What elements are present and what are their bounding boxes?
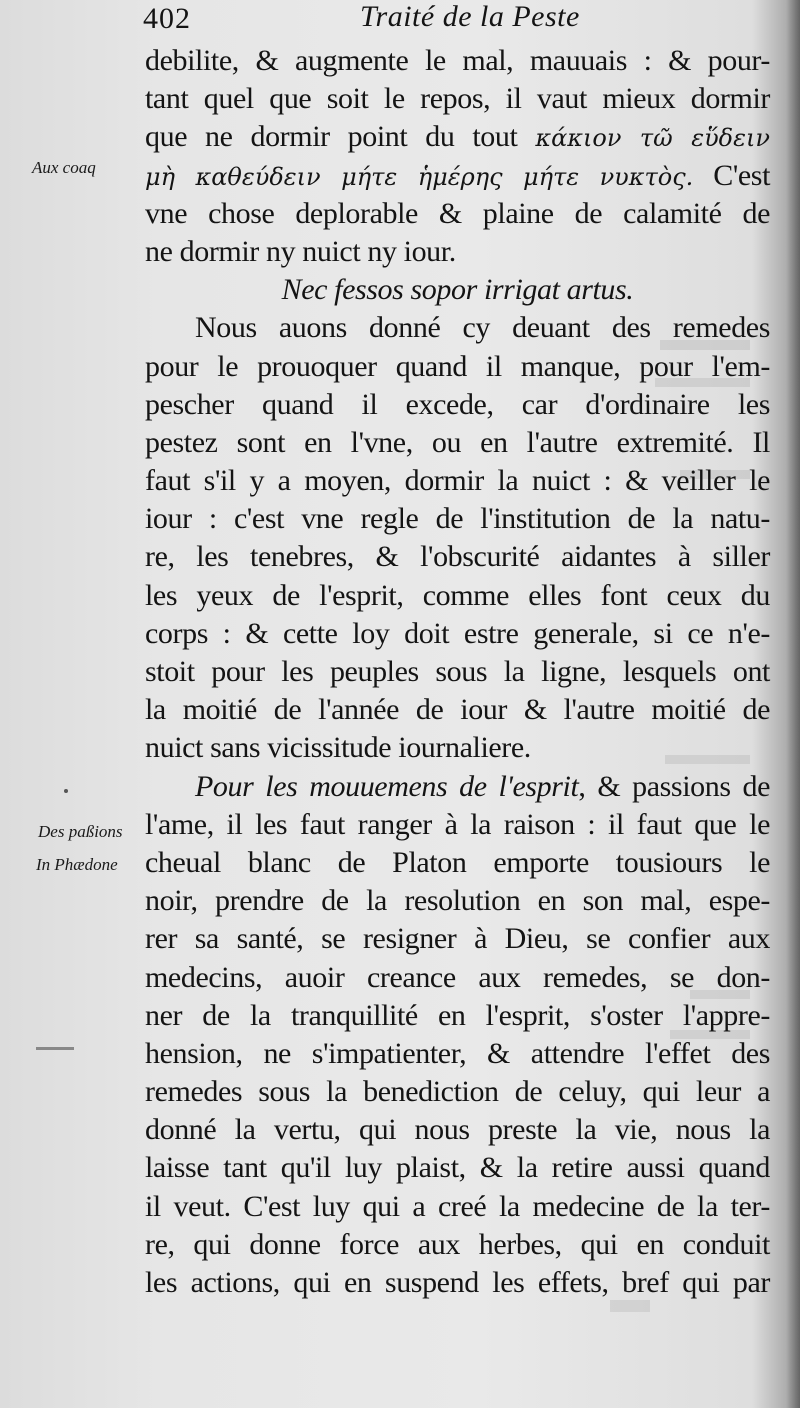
text-line: re, les tenebres, & l'obscurité aidantes à siller bbox=[145, 540, 770, 574]
text-line: remedes sous la benediction de celuy, qui leur a bbox=[145, 1075, 770, 1109]
text-line: pestez sont en l'vne, ou en l'autre extremité. Il bbox=[145, 425, 770, 459]
page-edge-shadow bbox=[786, 0, 800, 1408]
text-line: hension, ne s'impatienter, & attendre l'effet des bbox=[145, 1036, 770, 1070]
running-title: Traité de la Peste bbox=[360, 0, 580, 33]
text-line: ner de la tranquillité en l'esprit, s'oster l'appre- bbox=[145, 998, 770, 1032]
text-line: noir, prendre de la resolution en son mal, espe- bbox=[145, 884, 770, 918]
latin-quotation: Nec fessos sopor irrigat artus. bbox=[281, 273, 634, 307]
text-line: les yeux de l'esprit, comme elles font ceux du bbox=[145, 578, 770, 612]
greek-quote: κάκιον τῶ εὕδειν bbox=[535, 124, 770, 153]
text-line: rer sa santé, se resigner à Dieu, se confier aux bbox=[145, 922, 770, 956]
text-line: les actions, qui en suspend les effets, bref qui par bbox=[145, 1266, 770, 1299]
text-line: Nous auons donné cy deuant des remedes bbox=[195, 311, 770, 345]
text-line-greek-latin: que ne dormir point du tout bbox=[145, 120, 536, 154]
margin-mark-dash bbox=[36, 1047, 74, 1050]
text-line-greek bbox=[145, 118, 770, 156]
text-line: donné la vertu, qui nous preste la vie, nous la bbox=[145, 1113, 770, 1147]
text-line: ne dormir ny nuict ny iour. bbox=[145, 234, 456, 268]
text-line: nuict sans vicissitude iournaliere. bbox=[145, 731, 531, 765]
text-line: faut s'il y a moyen, dormir la nuict : & veiller le bbox=[145, 464, 770, 498]
text-line: laisse tant qu'il luy plaist, & la retire aussi quand bbox=[145, 1151, 770, 1185]
margin-note-des-passions: Des paßions bbox=[38, 822, 123, 841]
page-number: 402 bbox=[143, 2, 191, 35]
text-line: pescher quand il excede, car d'ordinaire les bbox=[145, 387, 770, 421]
text-line: vne chose deplorable & plaine de calamité de bbox=[145, 196, 770, 230]
text-line: corps : & cette loy doit estre generale, si ce n'e- bbox=[145, 616, 770, 650]
text-line: la moitié de l'année de iour & l'autre moitié de bbox=[145, 693, 770, 727]
text-line-greek-latin: C'est bbox=[693, 158, 770, 192]
text-line: iour : c'est vne regle de l'institution de la natu- bbox=[145, 502, 770, 536]
text-line: cheual blanc de Platon emporte tousiours le bbox=[145, 845, 770, 879]
text-line: tant quel que soit le repos, il vaut mieux dormir bbox=[145, 82, 770, 116]
margin-note-aux-coaq: Aux coaq bbox=[32, 158, 96, 177]
text-line: il veut. C'est luy qui a creé la medecine de la ter- bbox=[145, 1189, 770, 1223]
text-line: stoit pour les peuples sous la ligne, lesquels ont bbox=[145, 655, 770, 688]
text-line: l'ame, il les faut ranger à la raison : il faut que le bbox=[145, 807, 770, 841]
main-text bbox=[145, 42, 770, 1302]
running-header bbox=[0, 0, 800, 40]
text-line: debilite, & augmente le mal, mauuais : & pour- bbox=[145, 44, 770, 77]
margin-mark-dot bbox=[64, 789, 68, 793]
text-line: pour le prouoquer quand il manque, pour l'em- bbox=[145, 349, 770, 383]
greek-quote: μὴ καθεύδειν μήτε ἡμέρης μήτε νυκτὸς. bbox=[145, 162, 694, 191]
text-line: re, qui donne force aux herbes, qui en conduit bbox=[145, 1227, 770, 1261]
text-line-greek bbox=[145, 157, 770, 195]
margin-note-in-phaedone: In Phædone bbox=[36, 855, 118, 874]
text-line-italic-lead: Pour les mouuemens de l'esprit, & passions de bbox=[195, 769, 770, 803]
text-line: medecins, auoir creance aux remedes, se don- bbox=[145, 960, 770, 994]
